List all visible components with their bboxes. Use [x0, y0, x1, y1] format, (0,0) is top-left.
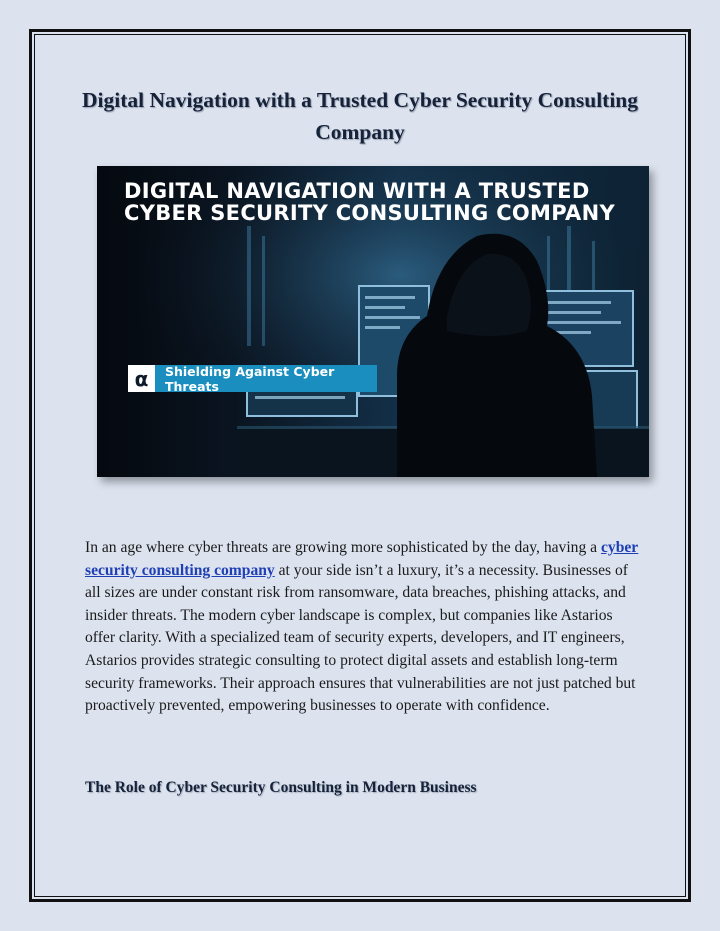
hero-heading — [124, 180, 644, 224]
section-heading: The Role of Cyber Security Consulting in Modern Business — [85, 779, 477, 796]
cyber-security-consulting-link[interactable]: cyber security consulting company — [85, 539, 639, 579]
alpha-logo-icon: α — [128, 365, 155, 392]
hero-image — [97, 166, 649, 477]
hero-badge — [128, 365, 377, 392]
hero-heading-line-2: CYBER SECURITY CONSULTING COMPANY — [124, 201, 615, 225]
hero-heading-line-1: DIGITAL NAVIGATION WITH A TRUSTED — [124, 179, 590, 203]
badge-label: Shielding Against Cyber Threats — [155, 365, 377, 392]
intro-paragraph — [85, 537, 645, 718]
intro-text-after-link: at your side isn’t a luxury, it’s a necessity. Businesses of all sizes are under constant risk from ransomware, data breaches, phishing attacks, and insider threats. The modern cyber landscape is complex, but companies like Astarios offer clarity. With a specialized team of security experts, developers, and IT engineers, Astarios provides strategic consulting to protect digital assets and establish long-term security frameworks. Their approach ensures that vulnerabilities are not just patched but proactively prevented, empowering businesses to operate with confidence. — [85, 561, 636, 715]
document-title: Digital Navigation with a Trusted Cyber Security Consulting Company — [81, 88, 639, 144]
intro-text-before-link: In an age where cyber threats are growing more sophisticated by the day, having a — [85, 539, 601, 556]
